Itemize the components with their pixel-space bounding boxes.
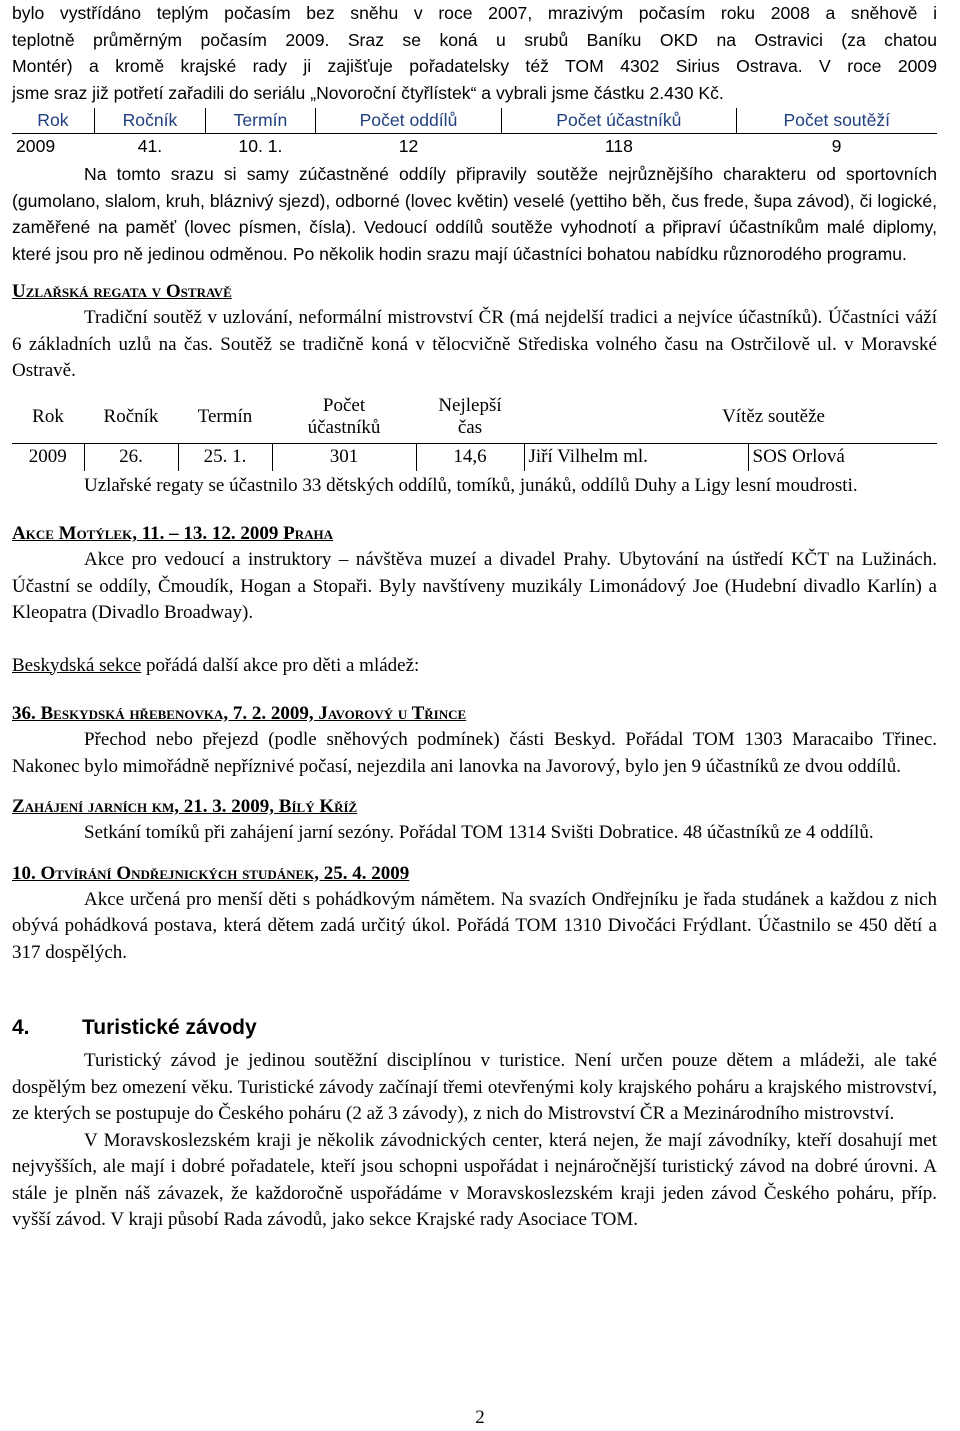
cell: SOS Orlová [752,446,845,467]
cell: 301 [272,443,416,471]
cell: 2009 [16,136,56,156]
beskydska-intro: Beskydská sekce pořádá další akce pro děti a mládež: [12,654,420,676]
page-number: 2 [475,1407,485,1428]
table-row [12,134,937,160]
sraz-table [12,108,937,159]
studanky-heading: 10. Otvírání Ondřejnických studánek, 25. 4. 2009 [12,862,410,884]
col-rocnik: Ročník [94,108,205,134]
intro-line: bylo vystřídáno teplým počasím bez sněhu v roce 2007, mrazivým počasím roku 2008 a sněhově i [12,3,937,23]
cell: 14,6 [416,443,524,471]
cell: 26. [84,443,178,471]
col-nejlepsi: Nejlepší čas [416,391,524,444]
regata-heading: Uzlařská regata v Ostravě [12,281,232,302]
section-4-paragraph-2: V Moravskoslezském kraji je několik závodnických center, která nejen, že mají závodníky, kteří dosahují met nejvyšších, ale mají i dobré pořadatele, kteří jsou schopni uspořádat i nejnáročnější turistický závod na dobré úrovni. A stále je plněn náš závazek, že každoročně uspořádáme v Moravskoslezském kraji jeden závod Českého poháru, příp. vyšší závod. V kraji působí Rada závodů, jako sekce Krajské rady Asociace TOM. [12,1129,937,1230]
cell: Jiří Vilhelm ml. [524,443,748,471]
col-pocet: Počet účastníků [272,391,416,444]
col-termin: Termín [206,108,316,134]
col-pocet-soutezi: Počet soutěží [736,108,937,134]
studanky-text: Akce určená pro menší děti s pohádkovým námětem. Na svazích Ondřejníku je řada studánek a každou z nich obývá pohádková postava, která dětem zadá určitý úkol. Pořádá TOM 1310 Divočáci Frýdlant. Účastnilo se 450 dětí a 317 dospělých. [12,888,937,963]
section-title: Turistické závody [82,1016,257,1039]
intro-line: teplotně průměrným počasím 2009. Sraz se koná u srubů Baníku OKD na Ostravici (za chatou [12,29,937,50]
section-number: 4. [12,1016,30,1039]
section-4-paragraph-1: Turistický závod je jedinou soutěžní disciplínou v turistice. Není určen pouze dětem a mládeži, ale také dospělým bez omezení věku. Turistické závody začínají třemi otevřenými koly krajského poháru a krajského mistrovství, ze kterých se postupuje do Českého poháru (2 až 3 závody), z nich do Mistrovství ČR a Mezinárodního mistrovství. [12,1050,937,1124]
motylek-text: Akce pro vedoucí a instruktory – návštěva muzeí a divadel Prahy. Ubytování na ústředí KČT na Lužinách. Účastní se oddíly, Čmoudík, Hogan a Stopaři. Byly navštíveny muzikály Limonádový Joe (Hudební divadlo Karlín) a Kleopatra (Divadlo Broadway). [12,549,937,623]
cell: 9 [831,136,842,156]
beskydska-label: Beskydská sekce [12,654,142,676]
hrebenovka-heading: 36. Beskydská hřebenovka, 7. 2. 2009, Javorový u Třince [12,703,467,724]
sraz-description: Na tomto srazu si samy zúčastněné oddíly připravily soutěže nejrůznějšího charakteru od sportovních (gumolano, slalom, kruh, bláznivý sjezd), odborné (lovec květin) veselé (yettiho běh, čus frede, šupa závod), či logické, zaměřené na paměť (lovec písmen, čísla). Vedoucí oddílů soutěže vyhodnotí a připraví účastníkům malé diplomy, které jsou pro ně jedinou odměnou. Po několik hodin srazu mají účastníci bohatou nabídku různorodého programu. [12,164,937,264]
col-rok: Rok [12,391,84,444]
regata-table [12,391,937,471]
intro-line: Montér) a kromě krajské rady ji zajišťuje pořadatelsky též TOM 4302 Sirius Ostrava. V roce 2009 [12,56,937,76]
cell: 12 [398,136,419,156]
table-row [12,443,937,471]
intro-paragraph [12,0,937,106]
cell: 118 [604,136,633,156]
regata-text-2: Uzlařské regaty se účastnilo 33 dětských oddílů, tomíků, junáků, oddílů Duhy a Ligy lesní moudrosti. [84,474,858,496]
col-pocet-ucastniku: Počet účastníků [502,108,736,134]
hrebenovka-text: Přechod nebo přejezd (podle sněhových podmínek) části Beskyd. Pořádal TOM 1303 Maracaibo Třinec. Nakonec bylo mimořádně nepříznivé počasí, nejezdila ani lanovka na Javorový, bylo jen 9 účastníků ze dvou oddílů. [12,729,937,777]
cell: 2009 [12,443,84,471]
intro-line: jsme sraz již potřetí zařadili do seriálu „Novoroční čtyřlístek“ a vybrali jsme částku 2.430 Kč. [12,82,724,103]
col-rok: Rok [12,108,94,134]
jaro-heading: Zahájení jarních km, 21. 3. 2009, Bílý Kříž [12,796,358,817]
col-rocnik: Ročník [84,391,178,444]
col-pocet-oddilu: Počet oddílů [315,108,502,134]
section-4-heading [12,1014,937,1042]
cell: 41. [137,136,163,156]
motylek-heading: Akce Motýlek, 11. – 13. 12. 2009 Praha [12,523,334,544]
col-vitez: Vítěz soutěže [524,391,937,444]
document-page [12,0,937,1234]
sraz-table-header [12,108,937,134]
cell: 25. 1. [178,443,272,471]
regata-table-header [12,391,937,444]
cell: 10. 1. [238,136,283,156]
regata-text: Tradiční soutěž v uzlování, neformální mistrovství ČR (má nejdelší tradici a nejvíce účastníků). Účastníci váží 6 základních uzlů na čas. Soutěž se tradičně koná v tělocvičně Střediska volného času na Ostrčilově ul. v Moravské Ostravě. [12,307,937,381]
jaro-text: Setkání tomíků při zahájení jarní sezóny. Pořádal TOM 1314 Svišti Dobratice. 48 účastníků ze 4 oddílů. [84,822,874,843]
col-termin: Termín [178,391,272,444]
